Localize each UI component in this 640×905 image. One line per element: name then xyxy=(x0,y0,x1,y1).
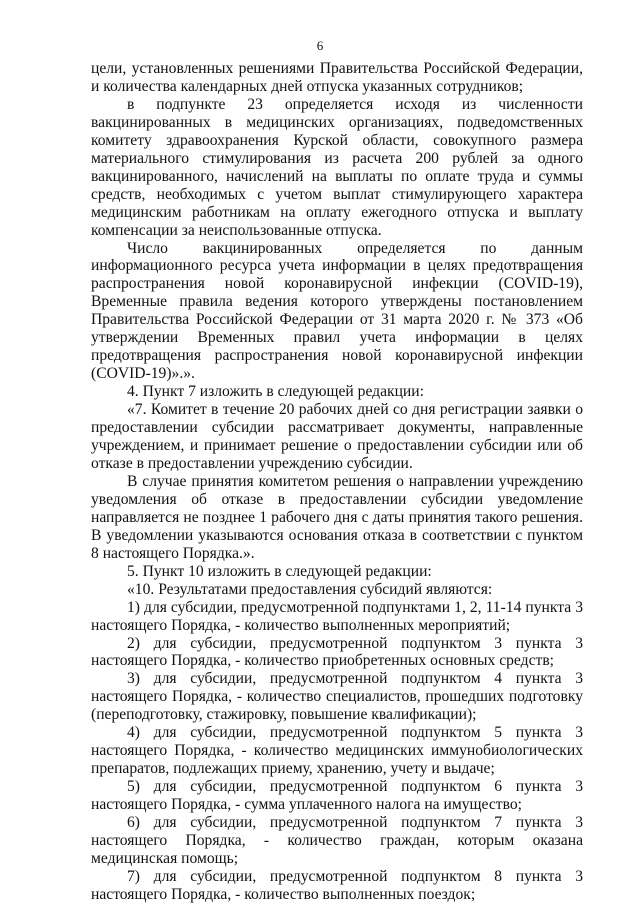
paragraph-2: в подпункте 23 определяется исходя из численности вакцинированных в медицинских организациях, подведомственных комитету здравоохранения Курской области, совокупного размера материального стимулирования из расчета 200 рублей за одного вакцинированного, начислений на выплаты по оплате труда и суммы средств, необходимых с учетом выплат стимулирующего характера медицинским работникам на оплату ежегодного отпуска и выплату компенсации за неиспользованные отпуска. xyxy=(91,95,583,239)
paragraph-1: цели, установленных решениями Правительства Российской Федерации, и количества календарных дней отпуска указанных сотрудников; xyxy=(91,60,583,95)
paragraph-8: «10. Результатами предоставления субсидий являются: xyxy=(127,580,493,598)
list-item-3: 3) для субсидии, предусмотренной подпунктом 4 пункта 3 настоящего Порядка, - количество специалистов, прошедших подготовку (переподготовку, стажировку, повышение квалификации); xyxy=(91,670,583,724)
list-item-1: 1) для субсидии, предусмотренной подпунктами 1, 2, 11-14 пункта 3 настоящего Порядка, - количество выполненных мероприятий; xyxy=(91,598,583,634)
list-item-7: 7) для субсидии, предусмотренной подпунктом 8 пункта 3 настоящего Порядка, - количество выполненных поездок; xyxy=(91,867,583,903)
page-number: 6 xyxy=(316,38,324,53)
paragraph-3: Число вакцинированных определяется по данным информационного ресурса учета информации в целях предотвращения распространения новой коронавирусной инфекции (COVID-19), Временные правила ведения которого утверждены постановлением Правительства Российской Федерации от 31 марта 2020 г. № 373 «Об утверждении Временных правил учета информации в целях предотвращения распространения новой коронавирусной инфекции (COVID-19)».». xyxy=(91,239,583,383)
list-item-4: 4) для субсидии, предусмотренной подпунктом 5 пункта 3 настоящего Порядка, - количество медицинских иммунобиологических препаратов, подлежащих приему, хранению, учету и выдаче; xyxy=(91,724,583,778)
paragraph-4: 4. Пункт 7 изложить в следующей редакции: xyxy=(127,383,424,401)
paragraph-6: В случае принятия комитетом решения о направлении учреждению уведомления об отказе в предоставлении субсидии уведомление направляется не позднее 1 рабочего дня с даты принятия такого решения. В уведомлении указываются основания отказа в соответствии с пунктом 8 настоящего Порядка.». xyxy=(91,472,583,562)
document-body xyxy=(91,60,583,904)
list-item-5: 5) для субсидии, предусмотренной подпунктом 6 пункта 3 настоящего Порядка, - сумма уплаченного налога на имущество; xyxy=(91,778,583,814)
paragraph-7: 5. Пункт 10 изложить в следующей редакции: xyxy=(127,562,432,580)
paragraph-5: «7. Комитет в течение 20 рабочих дней со дня регистрации заявки о предоставлении субсидии рассматривает документы, направленные учреждением, и принимает решение о предоставлении субсидии или об отказе в предоставлении учреждению субсидии. xyxy=(91,401,583,472)
list-item-2: 2) для субсидии, предусмотренной подпунктом 3 пункта 3 настоящего Порядка, - количество приобретенных основных средств; xyxy=(91,634,583,670)
list-item-6: 6) для субсидии, предусмотренной подпунктом 7 пункта 3 настоящего Порядка, - количество граждан, которым оказана медицинская помощь; xyxy=(91,814,583,867)
